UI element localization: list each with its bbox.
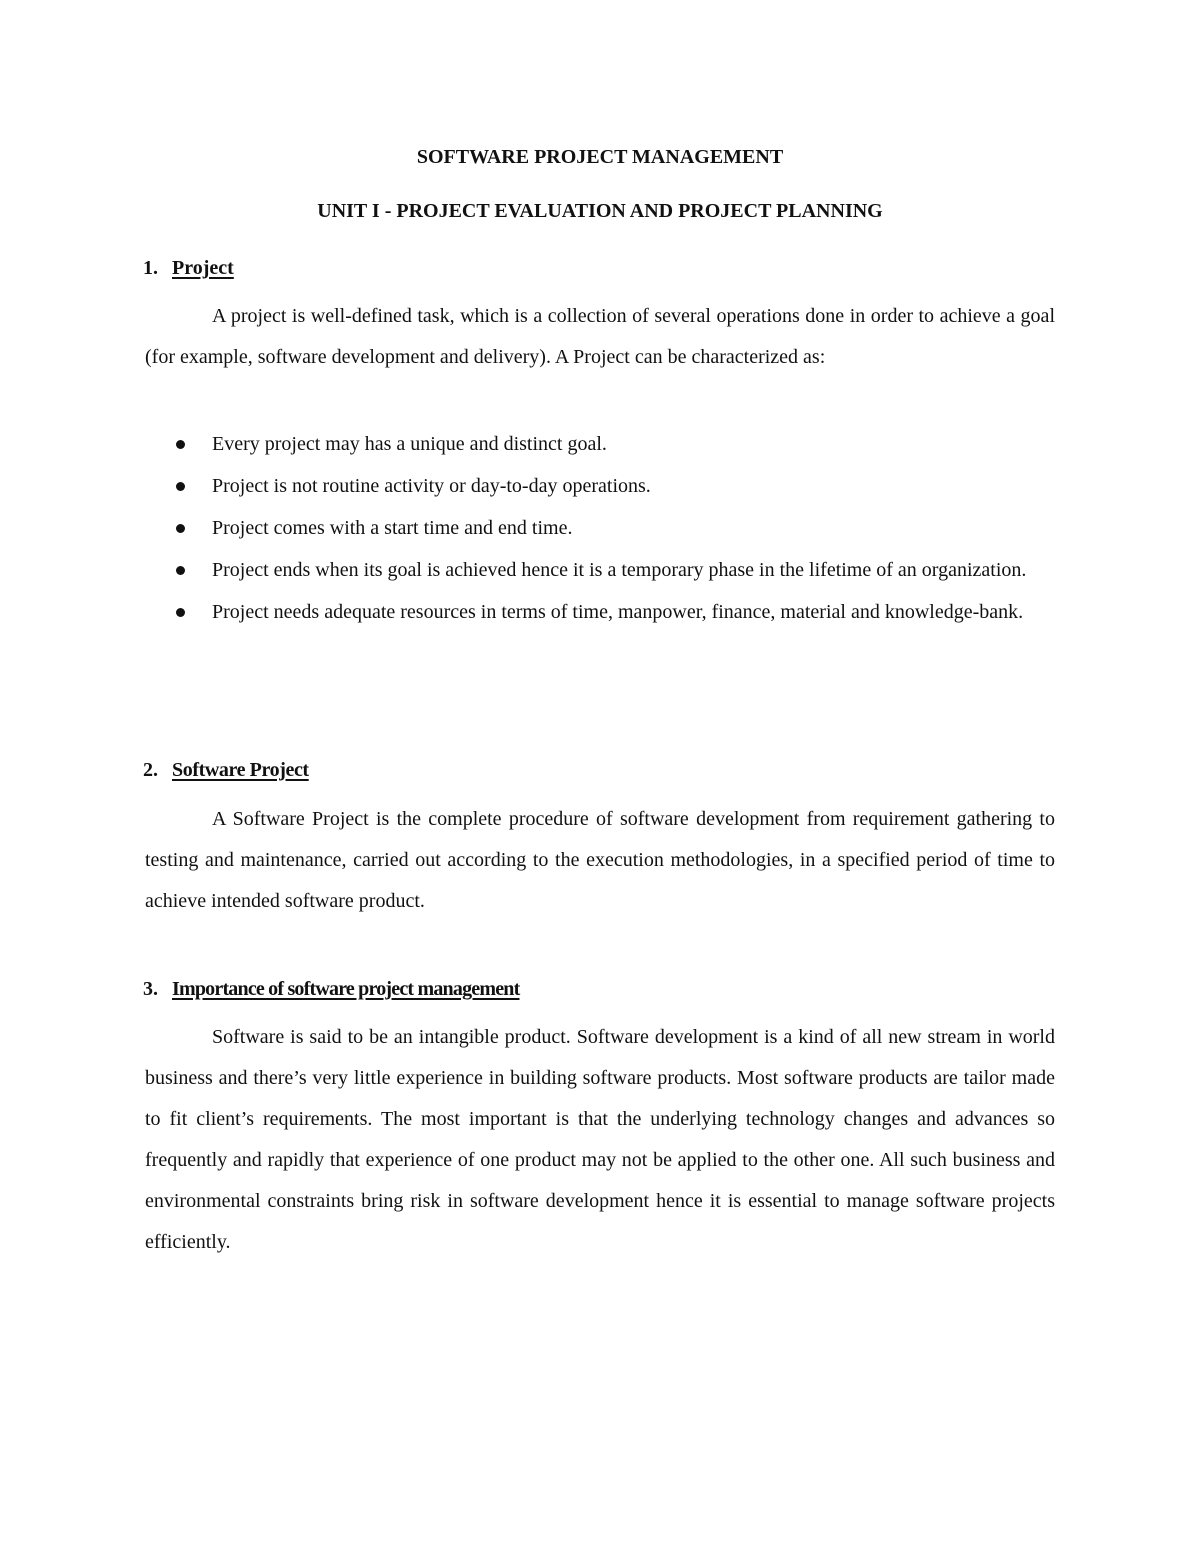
section-heading-importance bbox=[143, 977, 519, 1001]
unit-title: UNIT I - PROJECT EVALUATION AND PROJECT PLANNING bbox=[317, 200, 883, 222]
list-item bbox=[0, 550, 1057, 591]
section-number: 2. bbox=[143, 759, 158, 781]
section-heading-text: Importance of software project management bbox=[172, 978, 520, 1000]
paragraph-text: A Software Project is the complete procedure of software development from requirement gathering to testing and maintenance, carried out according to the execution methodologies, in a specified period of time to achieve intended software product. bbox=[145, 808, 1055, 912]
paragraph-text: Software is said to be an intangible product. Software development is a kind of all new stream in world business and there’s very little experience in building software products. Most software products are tailor made to fit client’s requirements. The most important is that the underlying technology changes and advances so frequently and rapidly that experience of one product may not be applied to the other one. All such business and environmental constraints bring risk in software development hence it is essential to manage software projects efficiently. bbox=[145, 1026, 1055, 1253]
project-characteristics-list bbox=[0, 424, 1200, 634]
section-heading-project bbox=[143, 256, 234, 280]
section-number: 3. bbox=[143, 978, 158, 1000]
section-heading-text: Project bbox=[172, 257, 234, 279]
list-item-text: Project needs adequate resources in terms of time, manpower, finance, material and knowledge-bank. bbox=[212, 601, 1024, 623]
list-item bbox=[0, 424, 1057, 465]
section-heading-software-project bbox=[143, 758, 309, 782]
list-item-text: Project comes with a start time and end time. bbox=[212, 517, 573, 539]
list-item-text: Every project may has a unique and distinct goal. bbox=[212, 433, 607, 455]
paragraph-text: A project is well-defined task, which is a collection of several operations done in order to achieve a goal (for example, software development and delivery). A Project can be characterized as: bbox=[145, 305, 1055, 368]
bullet-dot-icon bbox=[176, 524, 185, 533]
list-item bbox=[0, 508, 1057, 549]
section-heading-text: Software Project bbox=[172, 759, 309, 781]
list-item bbox=[0, 592, 1057, 633]
bullet-dot-icon bbox=[176, 440, 185, 449]
list-item-text: Project is not routine activity or day-to-day operations. bbox=[212, 475, 651, 497]
section-number: 1. bbox=[143, 257, 158, 279]
bullet-dot-icon bbox=[176, 608, 185, 617]
list-item bbox=[0, 466, 1057, 507]
list-item-text: Project ends when its goal is achieved hence it is a temporary phase in the lifetime of an organization. bbox=[212, 559, 1027, 581]
document-title: SOFTWARE PROJECT MANAGEMENT bbox=[416, 146, 784, 168]
section-paragraph-importance bbox=[145, 1017, 1055, 1263]
section-paragraph-project bbox=[145, 296, 1055, 378]
bullet-dot-icon bbox=[176, 482, 185, 491]
bullet-dot-icon bbox=[176, 566, 185, 575]
section-paragraph-software-project bbox=[145, 799, 1055, 922]
